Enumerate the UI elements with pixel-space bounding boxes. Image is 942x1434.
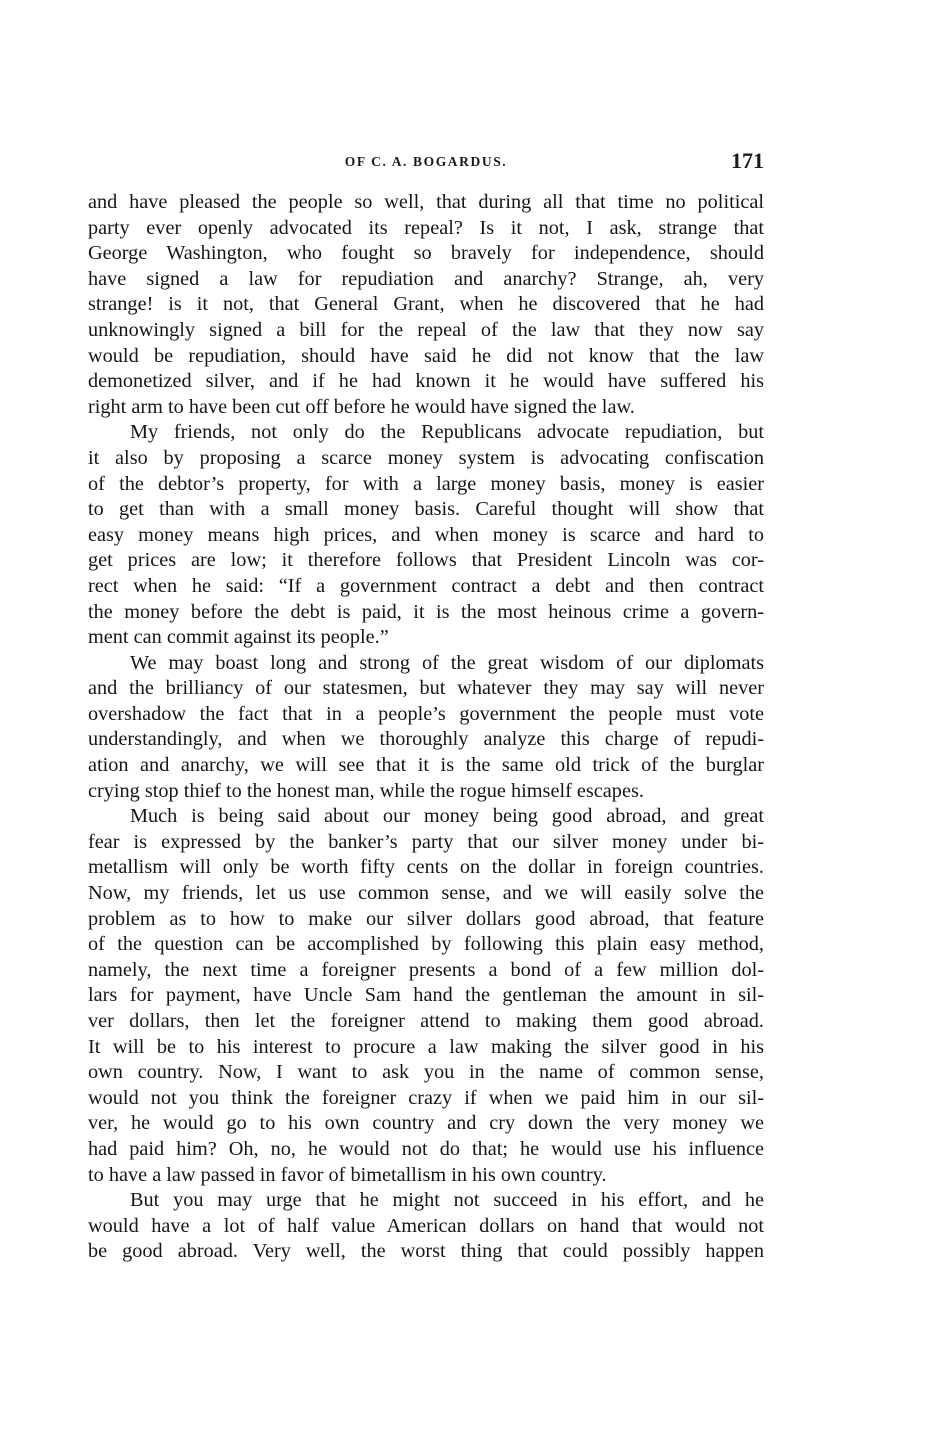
text-line: strange! is it not, that General Grant, when he discovered that he had — [88, 293, 764, 316]
text-line: would have a lot of half value American dollars on hand that would not — [88, 1214, 764, 1237]
body-text — [88, 190, 764, 1265]
paragraph — [88, 804, 764, 1188]
text-line: We may boast long and strong of the great wisdom of our diplomats — [130, 651, 764, 674]
text-line: metallism will only be worth fifty cents on the dollar in foreign countries. — [88, 856, 764, 879]
paragraph — [88, 190, 764, 420]
text-line: and the brilliancy of our statesmen, but whatever they may say will never — [88, 677, 764, 700]
text-line: fear is expressed by the banker’s party that our silver money under bi- — [88, 830, 764, 853]
text-line: George Washington, who fought so bravely for independence, should — [88, 242, 764, 265]
text-line: demonetized silver, and if he had known it he would have suffered his — [88, 370, 764, 393]
text-line: crying stop thief to the honest man, while the rogue himself escapes. — [88, 779, 644, 802]
text-line: namely, the next time a foreigner presents a bond of a few million dol- — [88, 958, 764, 981]
text-line: ver dollars, then let the foreigner attend to making them good abroad. — [88, 1010, 764, 1032]
text-line: Now, my friends, let us use common sense, and we will easily solve the — [88, 882, 764, 905]
text-line: But you may urge that he might not succeed in his effort, and he — [130, 1189, 764, 1212]
text-line: have signed a law for repudiation and anarchy? Strange, ah, very — [88, 267, 764, 290]
text-line: ment can commit against its people.” — [88, 626, 389, 649]
text-line: right arm to have been cut off before he would have signed the law. — [88, 395, 635, 418]
text-line: own country. Now, I want to ask you in the name of common sense, — [88, 1061, 764, 1084]
text-line: to get than with a small money basis. Careful thought will show that — [88, 498, 764, 521]
running-head — [88, 148, 764, 178]
text-line: party ever openly advocated its repeal? Is it not, I ask, strange that — [88, 216, 764, 239]
text-line: the money before the debt is paid, it is the most heinous crime a govern- — [88, 600, 764, 623]
text-line: be good abroad. Very well, the worst thing that could possibly happen — [88, 1240, 764, 1263]
text-line: it also by proposing a scarce money system is advocating confiscation — [88, 446, 764, 469]
paragraph — [88, 651, 764, 805]
paragraph — [88, 1188, 764, 1265]
text-line: would not you think the foreigner crazy if when we paid him in our sil- — [88, 1086, 764, 1109]
text-line: of the debtor’s property, for with a large money basis, money is easier — [88, 472, 764, 495]
text-line: Much is being said about our money being good abroad, and great — [130, 805, 764, 828]
page-number: 171 — [731, 148, 764, 173]
text-line: It will be to his interest to procure a law making the silver good in his — [88, 1035, 764, 1058]
text-line: get prices are low; it therefore follows that President Lincoln was cor- — [88, 549, 764, 572]
text-line: understandingly, and when we thoroughly analyze this charge of repudi- — [88, 728, 764, 751]
text-line: easy money means high prices, and when money is scarce and hard to — [88, 523, 764, 546]
text-line: problem as to how to make our silver dollars good abroad, that feature — [88, 907, 764, 930]
text-line: and have pleased the people so well, that during all that time no political — [88, 191, 764, 213]
text-line: ation and anarchy, we will see that it is the same old trick of the burglar — [88, 754, 764, 777]
text-line: had paid him? Oh, no, he would not do that; he would use his influence — [88, 1137, 764, 1160]
text-line: would be repudiation, should have said he did not know that the law — [88, 344, 764, 367]
running-title: OF C. A. BOGARDUS. — [344, 154, 508, 169]
paragraph — [88, 420, 764, 650]
text-line: of the question can be accomplished by following this plain easy method, — [88, 933, 764, 956]
text-line: overshadow the fact that in a people’s government the people must vote — [88, 702, 764, 725]
text-line: My friends, not only do the Republicans advocate repudiation, but — [130, 421, 764, 444]
text-line: to have a law passed in favor of bimetallism in his own country. — [88, 1163, 607, 1186]
text-line: lars for payment, have Uncle Sam hand the gentleman the amount in sil- — [88, 984, 764, 1007]
text-line: rect when he said: “If a government contract a debt and then contract — [88, 574, 764, 597]
text-line: unknowingly signed a bill for the repeal of the law that they now say — [88, 318, 764, 341]
text-line: ver, he would go to his own country and cry down the very money we — [88, 1112, 764, 1135]
